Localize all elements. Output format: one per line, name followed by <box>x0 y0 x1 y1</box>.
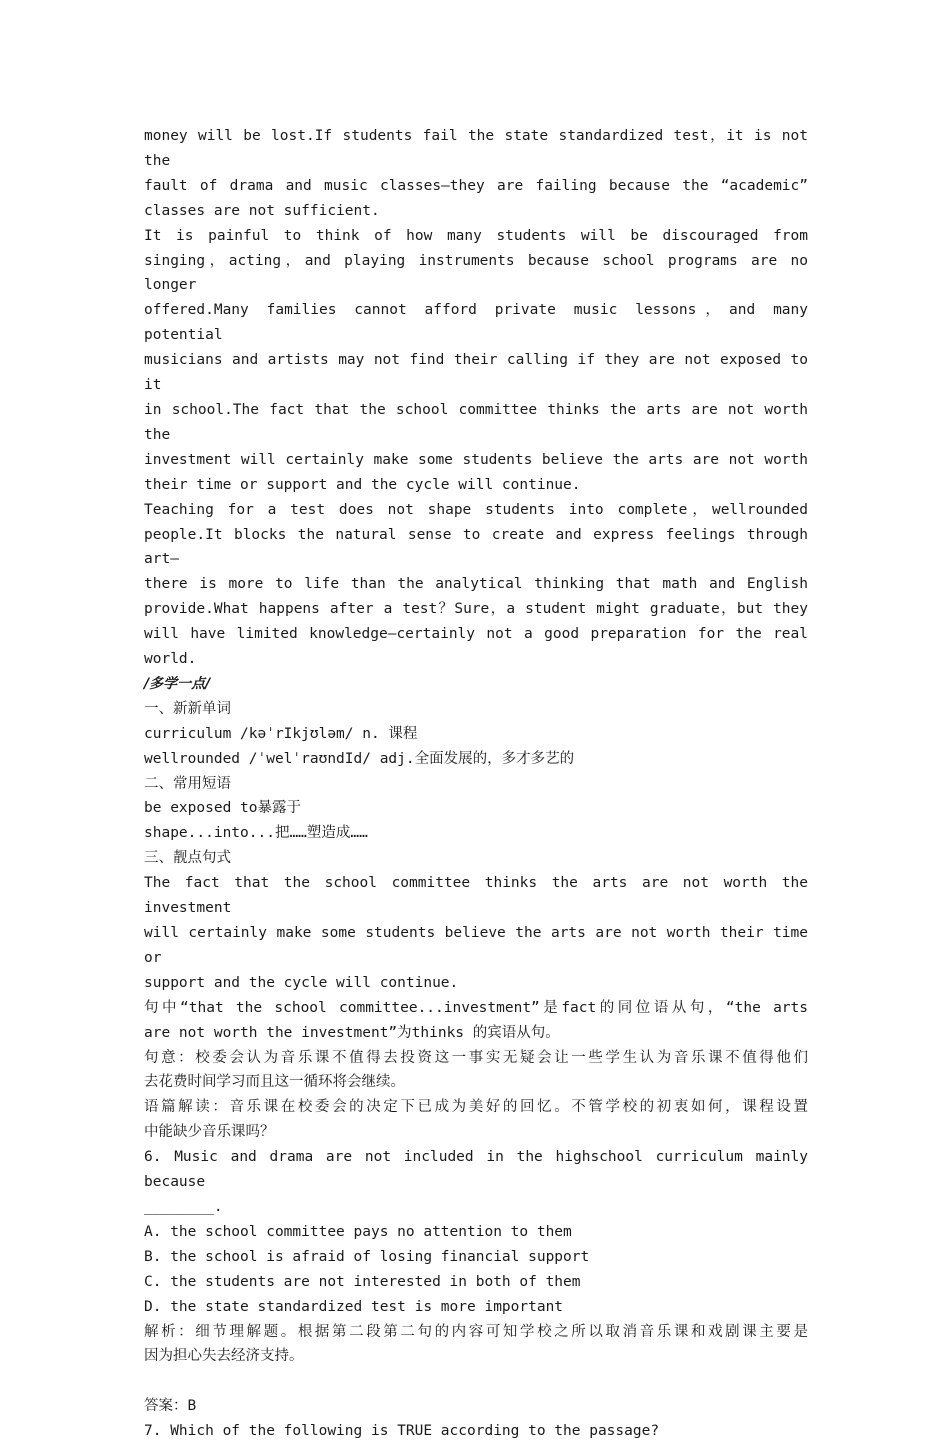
text-line: support and the cycle will continue. <box>144 974 459 991</box>
answer-blank: ________. <box>144 1198 223 1215</box>
text-line: 因为担心失去经济支持。 <box>144 1348 304 1365</box>
text-line: It is painful to think of how many students will be discouraged from <box>144 227 808 244</box>
option-a: A. the school committee pays no attention to them <box>144 1223 572 1240</box>
text-line: fault of drama and music classes—they are failing because the “academic” <box>144 177 808 194</box>
text-line: 句意：校委会认为音乐课不值得去投资这一事实无疑会让一些学生认为音乐课不值得他们 <box>144 1049 808 1066</box>
text-line: Teaching for a test does not shape students into complete，wellrounded <box>144 501 808 518</box>
question-7: 7. Which of the following is TRUE according to the passage? <box>144 1423 660 1440</box>
document-page <box>144 124 808 1444</box>
text-line: in school.The fact that the school committee thinks the arts are not worth the <box>144 401 808 443</box>
sentence-meaning <box>144 1046 808 1096</box>
text-line: their time or support and the cycle will continue. <box>144 476 581 493</box>
text-line: 解析：细节理解题。根据第二段第二句的内容可知学校之所以取消音乐课和戏剧课主要是 <box>144 1323 808 1340</box>
option-b: B. the school is afraid of losing financial support <box>144 1248 590 1265</box>
text-line: 语篇解读：音乐课在校委会的决定下已成为美好的回忆。不管学校的初衷如何，课程设置 <box>144 1099 808 1116</box>
text-line: investment will certainly make some students believe the arts are not worth <box>144 451 808 468</box>
sentence-analysis <box>144 996 808 1046</box>
text-line: singing，acting，and playing instruments because school programs are no longer <box>144 252 808 294</box>
text-line: classes are not sufficient. <box>144 202 380 219</box>
option-c: C. the students are not interested in both of them <box>144 1273 581 1290</box>
phrase-heading: 二、常用短语 <box>144 775 231 792</box>
vocab-heading: 一、新新单词 <box>144 700 231 717</box>
text-line: 中能缺少音乐课吗？ <box>144 1124 275 1141</box>
text-line: The fact that the school committee thinks the arts are not worth the investment <box>144 875 808 917</box>
phrase-item: shape...into...把……塑造成…… <box>144 825 368 842</box>
text-line: people.It blocks the natural sense to create and express feelings through art— <box>144 526 808 568</box>
passage-interpretation <box>144 1095 808 1145</box>
text-line: will certainly make some students believe the arts are not worth their time or <box>144 925 808 966</box>
text-line: provide.What happens after a test？Sure，a student might graduate，but they <box>144 601 808 618</box>
text-line: 去花费时间学习而且这一循环将会继续。 <box>144 1074 405 1091</box>
text-line: there is more to life than the analytical thinking that math and English <box>144 576 808 593</box>
text-line: 句中“that the school committee...investment”是fact的同位语从句，“the arts <box>144 999 808 1016</box>
sentence-heading: 三、靓点句式 <box>144 850 231 867</box>
text-line: are not worth the investment”为thinks 的宾语从句。 <box>144 1024 560 1041</box>
question-6-explanation <box>144 1320 808 1370</box>
vocab-item: curriculum /kəˈrIkjʊləm/ n. 课程 <box>144 725 418 742</box>
passage-paragraph-1 <box>144 124 808 224</box>
option-d: D. the state standardized test is more important <box>144 1298 564 1315</box>
key-sentence <box>144 871 808 996</box>
phrase-item: be exposed to暴露于 <box>144 800 301 817</box>
text-line: world. <box>144 651 197 668</box>
text-line: offered.Many families cannot afford private music lessons，and many potential <box>144 302 808 344</box>
text-line: musicians and artists may not find their calling if they are not exposed to it <box>144 352 808 394</box>
blank-line <box>144 1369 808 1394</box>
question-6-answer: 答案：B <box>144 1398 197 1415</box>
passage-paragraph-2 <box>144 224 808 498</box>
question-text: 6. Music and drama are not included in the highschool curriculum mainly because <box>144 1149 808 1191</box>
section-tag: /多学一点/ <box>144 675 211 692</box>
text-line: will have limited knowledge—certainly not a good preparation for the real <box>144 626 808 643</box>
text-line: money will be lost.If students fail the state standardized test，it is not the <box>144 128 808 169</box>
passage-paragraph-3 <box>144 498 808 672</box>
question-6 <box>144 1145 808 1220</box>
vocab-item: wellrounded /ˈwelˈraʊndId/ adj.全面发展的，多才多艺的 <box>144 750 575 767</box>
